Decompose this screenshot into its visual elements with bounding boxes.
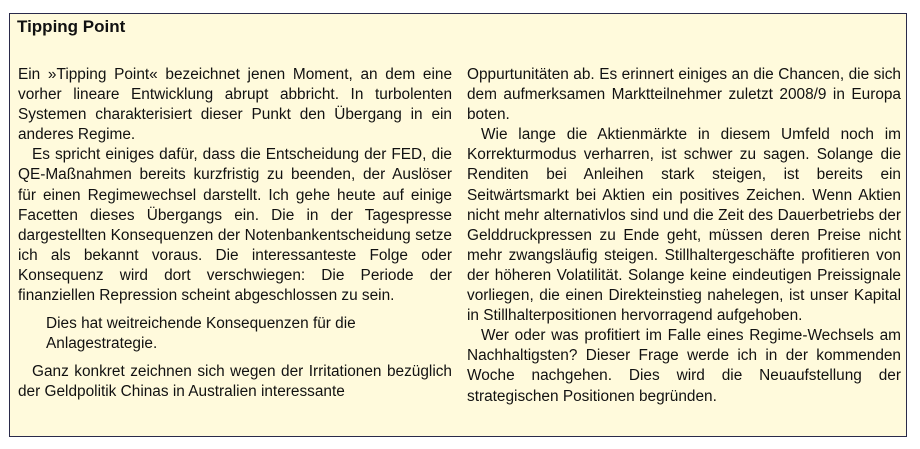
- paragraph-opportunities: Oppurtunitäten ab. Es erinnert einiges an die Chancen, die sich dem aufmerksamen Marktteilnehmer zuletzt 2008/9 in Europa boten.: [467, 66, 901, 124]
- paragraph-regime-change: Wer oder was profitiert im Falle eines Regime-Wechsels am Nachhaltigsten? Dieser Frage werde ich in der kommenden Woche nachgehen. Dies wird die Neuaufstellung der strategischen Positionen begründen.: [467, 327, 901, 405]
- paragraph-stock-markets: Wie lange die Aktienmärkte in diesem Umfeld noch im Korrekturmodus verharren, ist schwer zu sagen. Solange die Renditen bei Anleihen stark steigen, ist bereits ein Seitwärtsmarkt bei Aktien ein positives Zeichen. Wenn Aktien nicht mehr alternativlos sind und die Zeit des Dauerbetriebs der Gelddruckpressen zu Ende geht, müssen deren Preise nicht mehr zwangsläufig steigen. Stillhaltergeschäfte profitieren von der höheren Volatilität. Solange keine eindeutigen Preissignale vorliegen, die einen Direkteinstieg nahelegen, ist unser Kapital in Stillhalterpositionen hervorragend aufgehoben.: [467, 126, 901, 325]
- quote-paragraph: Dies hat weitreichende Konsequenzen für die Anlagestrategie.: [46, 315, 356, 353]
- paragraph-fed-decision: Es spricht einiges dafür, dass die Entscheidung der FED, die QE-Maßnahmen bereits kurzfristig zu beenden, der Auslöser für einen Regimewechsel darstellt. Ich gehe heute auf einige Facetten dieses Übergangs ein. Die in der Tagespresse dargestellten Konsequenzen der Notenbankentscheidung setze ich als bekannt voraus. Die interessanteste Folge oder Konsequenz wird dort verschwiegen: Die Periode der finanziellen Repression scheint abgeschlossen zu sein.: [18, 146, 452, 305]
- article-title: Tipping Point: [17, 17, 126, 36]
- paragraph-intro: Ein »Tipping Point« bezeichnet jenen Moment, an dem eine vorher lineare Entwicklung abrupt abbricht. In turbolenten Systemen charakterisiert dieser Punkt den Übergang in ein anderes Regime.: [18, 66, 452, 144]
- right-column: [467, 65, 901, 407]
- left-column: [18, 65, 452, 403]
- article-box: [9, 13, 907, 437]
- paragraph-china-australia: Ganz konkret zeichnen sich wegen der Irritationen bezüglich der Geldpolitik Chinas in Australien interessante: [18, 363, 452, 401]
